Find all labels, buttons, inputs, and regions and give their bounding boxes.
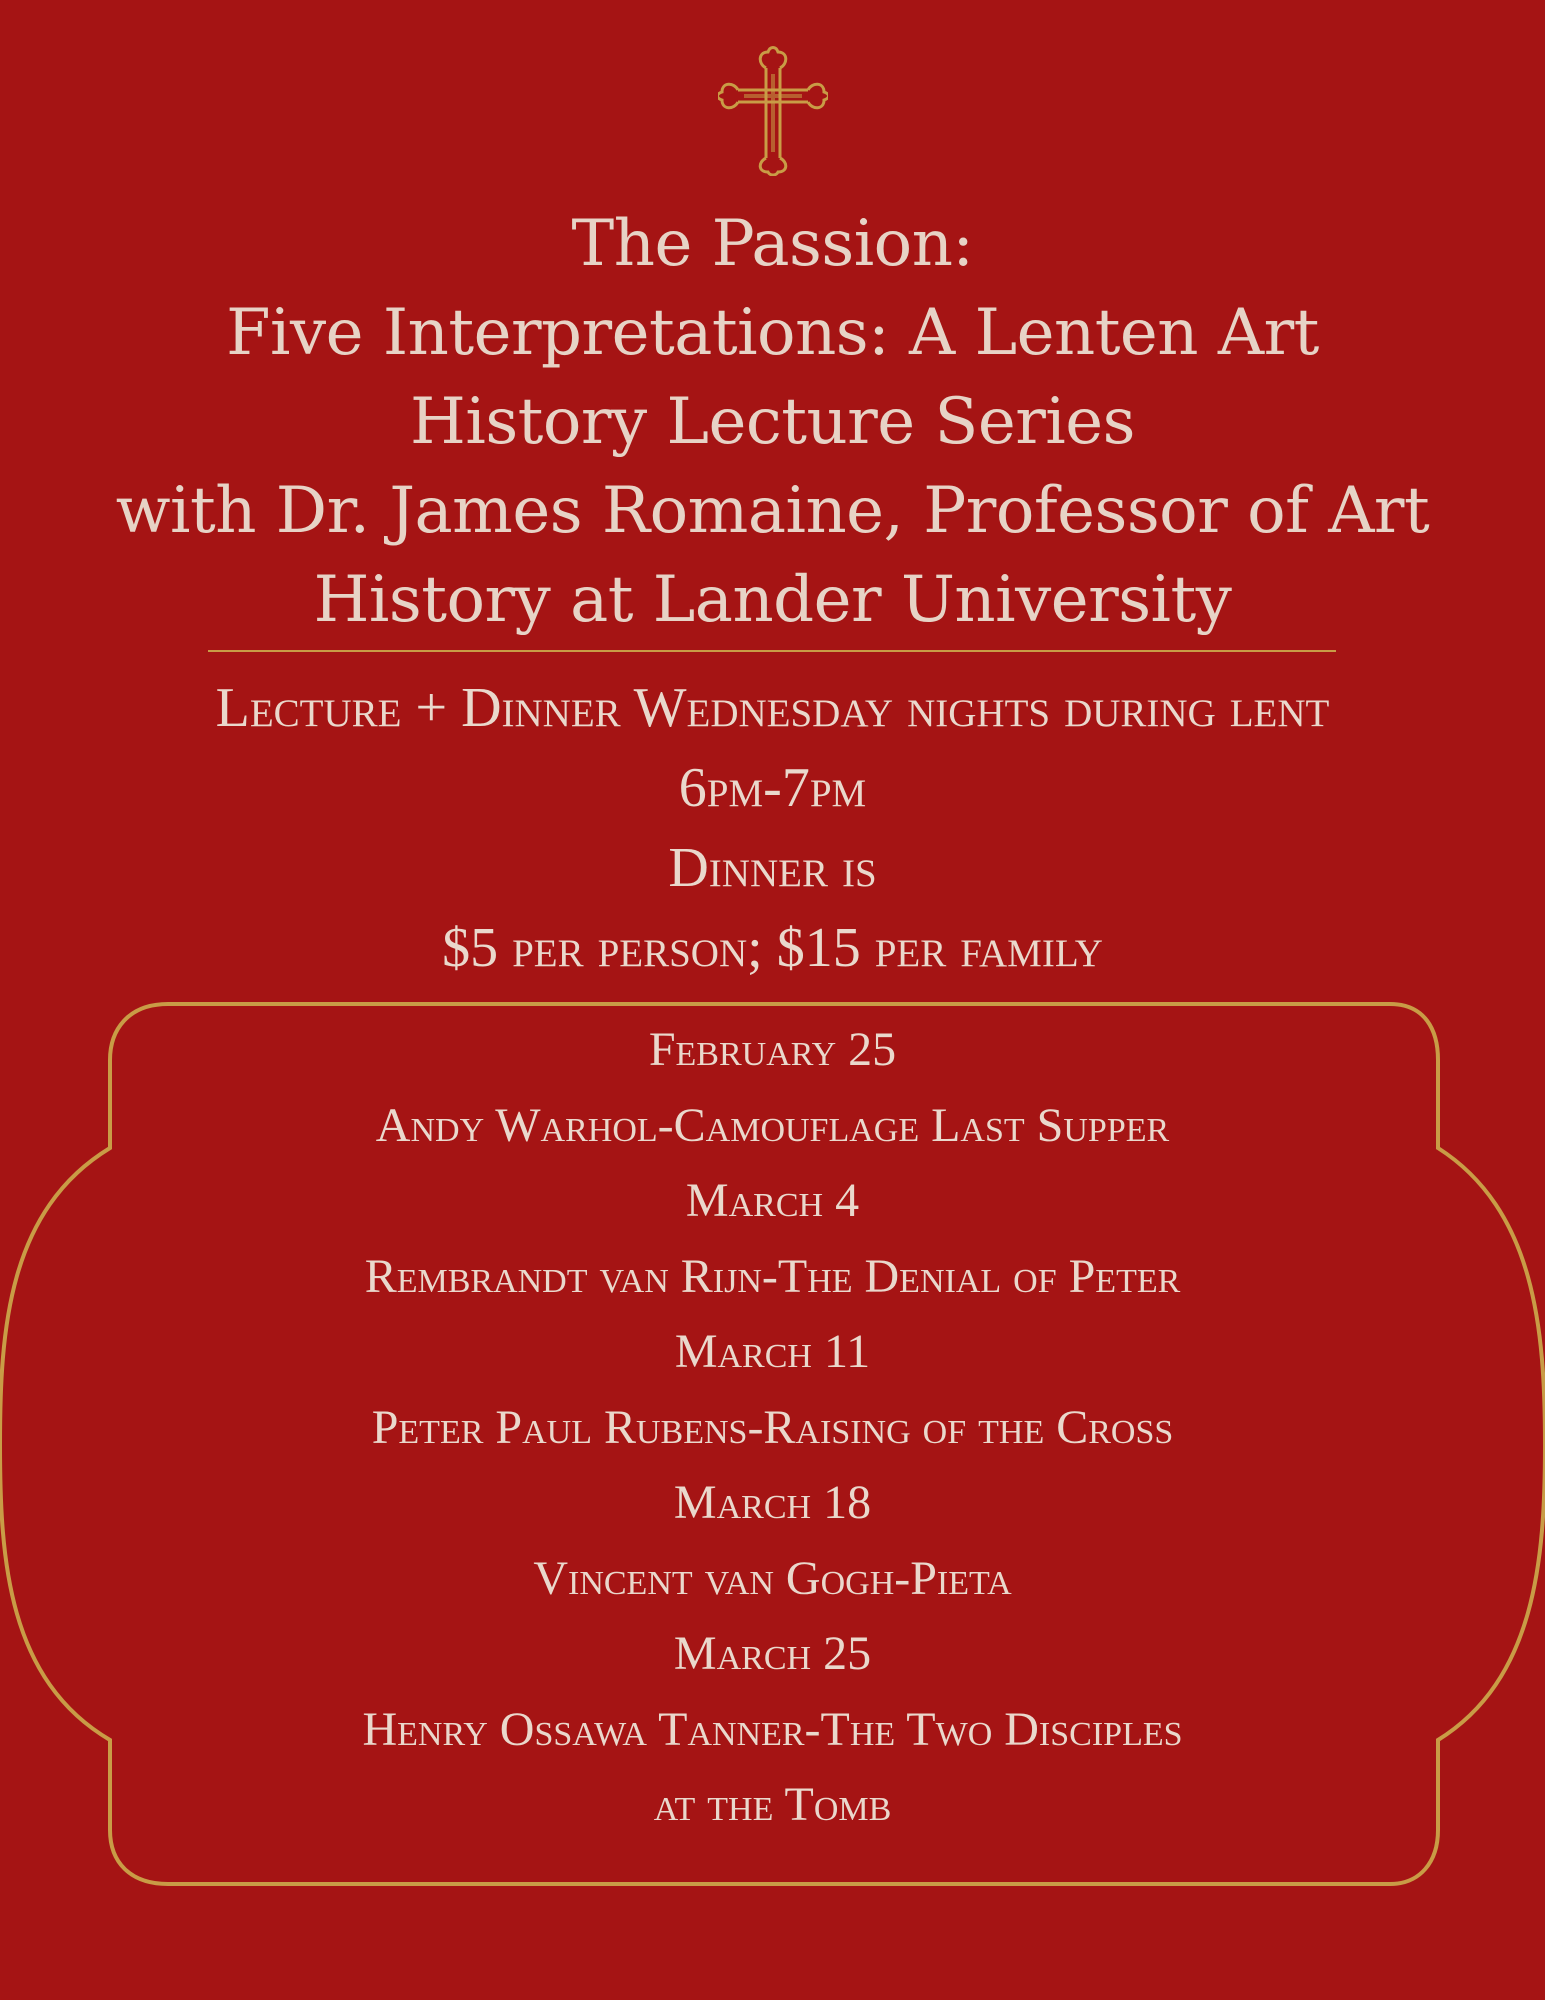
event-time: 6pm-7pm <box>678 757 867 819</box>
title-line-5: History at Lander University <box>313 563 1232 637</box>
ornate-cross-icon <box>718 46 828 176</box>
title-line-3: History Lecture Series <box>410 385 1135 459</box>
event-info <box>0 668 1545 988</box>
dinner-label: Dinner is <box>668 837 877 899</box>
gold-divider <box>208 650 1336 652</box>
schedule-title-continued: at the Tomb <box>653 1778 892 1831</box>
schedule-date: March 11 <box>674 1325 871 1378</box>
schedule-date: February 25 <box>648 1023 897 1076</box>
title-line-1: The Passion: <box>571 207 974 281</box>
schedule-title: Henry Ossawa Tanner-The Two Disciples <box>362 1702 1183 1756</box>
event-description: Lecture + Dinner Wednesday nights during lent <box>215 677 1330 739</box>
schedule-title: Andy Warhol-Camouflage Last Supper <box>375 1098 1170 1152</box>
title-line-2: Five Interpretations: A Lenten Art <box>226 296 1319 370</box>
dinner-price: $5 per person; $15 per family <box>442 917 1103 979</box>
schedule-title: Rembrandt van Rijn-The Denial of Peter <box>364 1249 1181 1303</box>
schedule-title: Peter Paul Rubens-Raising of the Cross <box>371 1400 1174 1454</box>
schedule-title: Vincent van Gogh-Pieta <box>533 1551 1012 1605</box>
event-title <box>0 200 1545 645</box>
schedule-date: March 4 <box>685 1174 860 1227</box>
schedule-date: March 18 <box>673 1476 872 1529</box>
schedule-date: March 25 <box>673 1627 872 1680</box>
title-line-4: with Dr. James Romaine, Professor of Art <box>115 474 1430 548</box>
lecture-schedule <box>0 1012 1545 1843</box>
